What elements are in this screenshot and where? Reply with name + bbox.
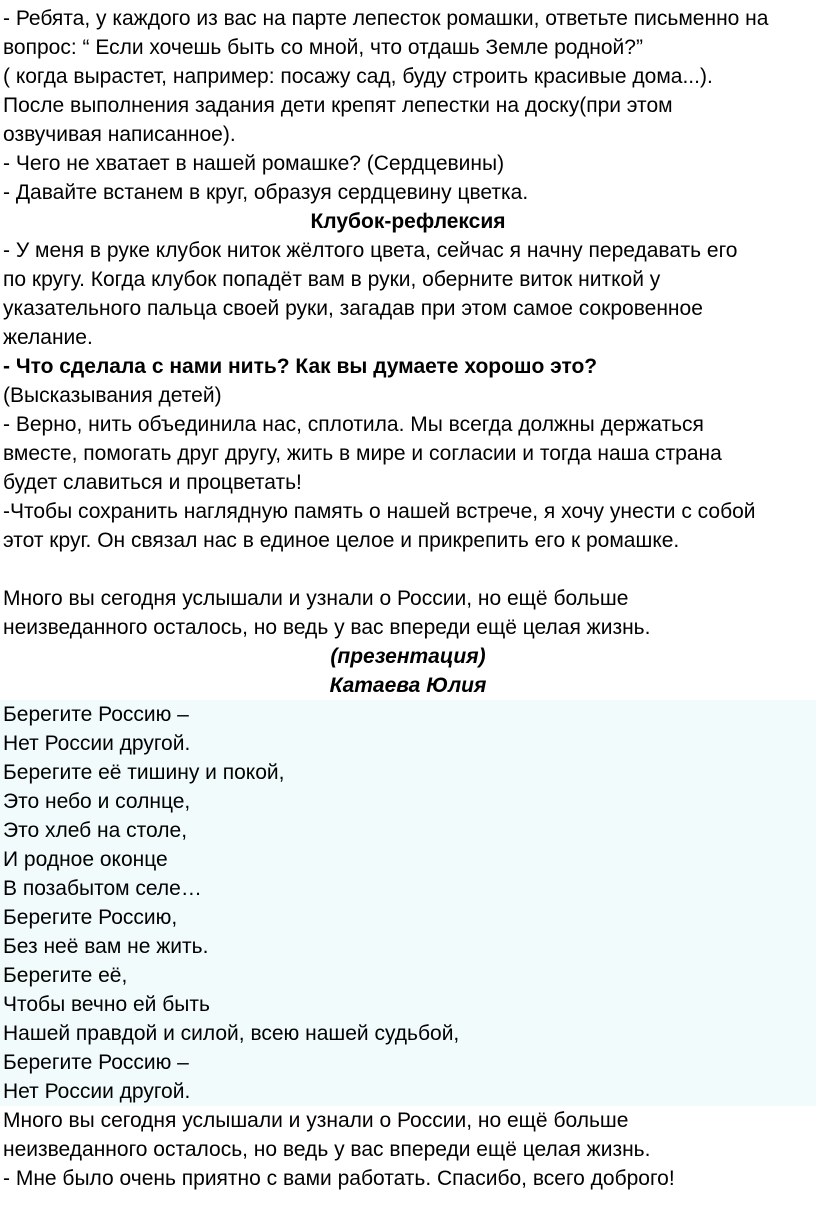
poem-line: Нашей правдой и силой, всею нашей судьбой, xyxy=(3,1022,460,1045)
poem-block xyxy=(0,700,816,1106)
intro-paragraph xyxy=(0,4,816,207)
poem-line: Нет России другой. xyxy=(3,1080,191,1103)
closing-paragraph-1 xyxy=(0,584,816,642)
poem-line: Это хлеб на столе, xyxy=(3,819,188,842)
text-line: -Чтобы сохранить наглядную память о нашей встрече, я хочу унести с собой xyxy=(3,500,756,523)
answers-paragraph xyxy=(0,381,816,555)
text-line: - Верно, нить объединила нас, сплотила. Мы всегда должны держаться xyxy=(3,413,704,436)
text-line: вместе, помогать друг другу, жить в мире и согласии и тогда наша страна xyxy=(3,442,722,465)
poem-line: Чтобы вечно ей быть xyxy=(3,993,210,1016)
text-line: Много вы сегодня услышали и узнали о России, но ещё больше xyxy=(3,587,629,610)
poem-line: Берегите Россию – xyxy=(3,703,189,726)
text-line: неизведанного осталось, но ведь у вас впереди ещё целая жизнь. xyxy=(3,616,651,639)
closing-paragraph-2 xyxy=(0,1106,816,1193)
poem-line: Берегите Россию, xyxy=(3,906,178,929)
author-name: Катаева Юлия xyxy=(329,674,487,697)
question-line: - Что сделала с нами нить? Как вы думаете хорошо это? xyxy=(3,355,598,378)
presentation-label: (презентация) xyxy=(330,645,486,668)
text-line: - Мне было очень приятно с вами работать. Спасибо, всего доброго! xyxy=(3,1167,675,1190)
text-line: озвучивая написанное). xyxy=(3,123,236,146)
text-line: желание. xyxy=(3,326,93,349)
text-line: Много вы сегодня услышали и узнали о России, но ещё больше xyxy=(3,1109,629,1132)
text-line: - У меня в руке клубок ниток жёлтого цвета, сейчас я начну передавать его xyxy=(3,239,738,262)
poem-line: Берегите Россию – xyxy=(3,1051,189,1074)
poem-line: Без неё вам не жить. xyxy=(3,935,209,958)
poem-line: Это небо и солнце, xyxy=(3,790,191,813)
section-paragraph xyxy=(0,236,816,352)
poem-line: Берегите её тишину и покой, xyxy=(3,761,285,784)
poem-line: Нет России другой. xyxy=(3,732,191,755)
text-line: ( когда вырастет, например: посажу сад, буду строить красивые дома...). xyxy=(3,65,713,88)
poem-line: Берегите её, xyxy=(3,964,128,987)
blank-line xyxy=(0,555,816,584)
text-line: будет славиться и процветать! xyxy=(3,471,302,494)
text-line: После выполнения задания дети крепят лепестки на доску(при этом xyxy=(3,94,673,117)
poem-line: В позабытом селе… xyxy=(3,877,202,900)
text-line: по кругу. Когда клубок попадёт вам в руки, оберните виток ниткой у xyxy=(3,268,661,291)
text-line: вопрос: “ Если хочешь быть со мной, что отдашь Земле родной?” xyxy=(3,36,643,59)
text-line: неизведанного осталось, но ведь у вас впереди ещё целая жизнь. xyxy=(3,1138,651,1161)
poem-line: И родное оконце xyxy=(3,848,168,871)
text-line: - Чего не хватает в нашей ромашке? (Сердцевины) xyxy=(3,152,505,175)
section-heading: Клубок-рефлексия xyxy=(310,210,506,233)
text-line: указательного пальца своей руки, загадав при этом самое сокровенное xyxy=(3,297,703,320)
text-line: этот круг. Он связал нас в единое целое и прикрепить его к ромашке. xyxy=(3,529,680,552)
text-line: - Ребята, у каждого из вас на парте лепесток ромашки, ответьте письменно на xyxy=(3,7,769,30)
text-line: (Высказывания детей) xyxy=(3,384,222,407)
text-line: - Давайте встанем в круг, образуя сердцевину цветка. xyxy=(3,181,529,204)
